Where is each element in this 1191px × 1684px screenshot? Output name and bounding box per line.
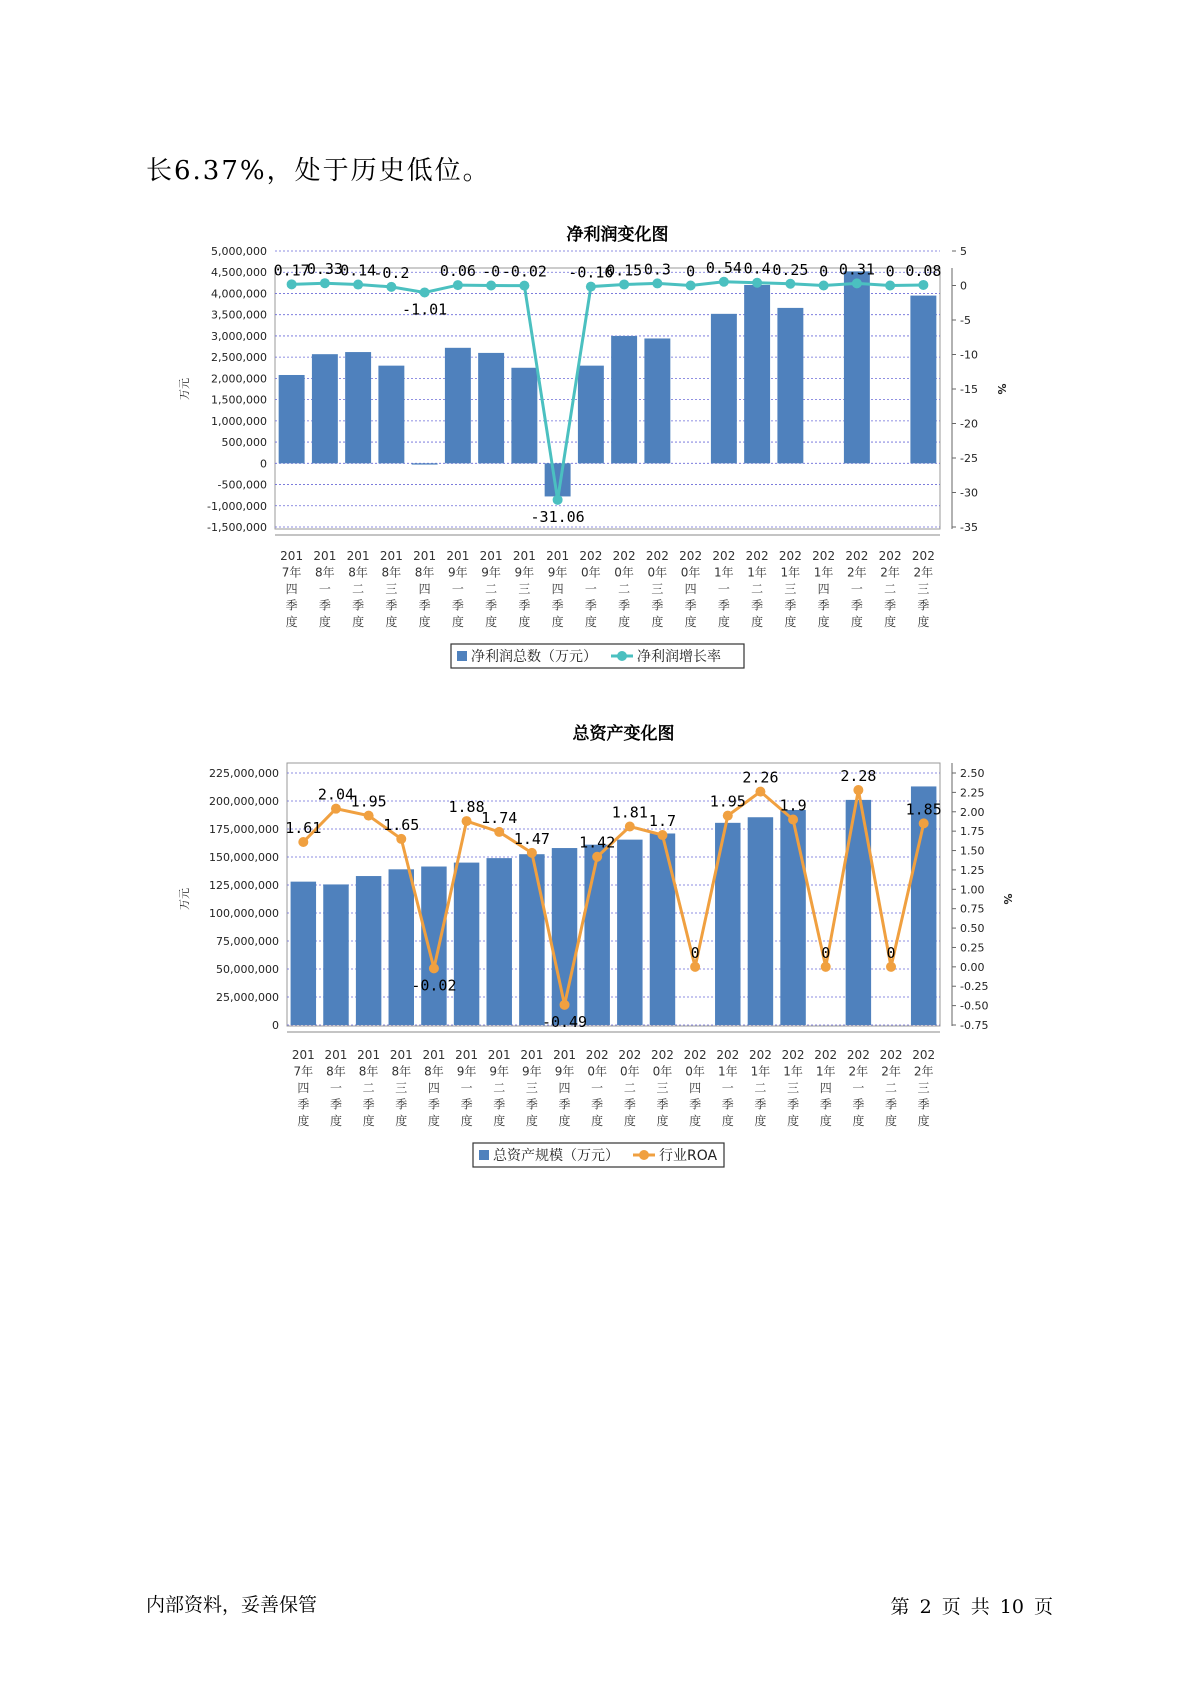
y-tick-label: 25,000,000 <box>216 991 279 1004</box>
y-tick-label: -500,000 <box>217 478 267 492</box>
x-category-label: 202 2年一季度 <box>845 549 869 629</box>
data-point <box>918 280 928 290</box>
bar <box>421 867 446 1025</box>
data-point <box>560 1000 570 1010</box>
bar <box>617 840 642 1025</box>
x-category-label: 202 1年一季度 <box>716 1048 740 1128</box>
data-point <box>788 815 798 825</box>
y-tick-label: 1,500,000 <box>211 393 267 407</box>
y-tick-label: 5,000,000 <box>211 245 267 258</box>
y2-axis-title: % <box>995 383 1008 395</box>
y-tick-label: 0 <box>260 457 267 471</box>
data-label: 0.54 <box>705 258 742 277</box>
data-label: 1.88 <box>448 798 485 817</box>
y-tick-label: 2,500,000 <box>211 351 267 365</box>
data-label: 0 <box>886 943 896 962</box>
data-label: -0.02 <box>501 262 547 281</box>
data-label: 1.81 <box>611 803 648 822</box>
data-point <box>429 963 439 973</box>
x-category-label: 201 8年三季度 <box>379 549 403 629</box>
x-category-label: 202 0年一季度 <box>579 549 603 629</box>
bar <box>389 869 414 1025</box>
data-label: 0 <box>821 943 831 962</box>
footer-page-number: 第 2 页 共 10 页 <box>890 1596 1053 1618</box>
y2-tick-label: 1.25 <box>960 863 985 877</box>
y2-tick-label: 1.75 <box>960 825 985 839</box>
data-point <box>519 281 529 291</box>
bar <box>780 810 805 1025</box>
data-point <box>686 281 696 291</box>
y2-tick-label: -20 <box>960 417 978 431</box>
bar <box>519 854 544 1025</box>
data-point <box>486 281 496 291</box>
data-point <box>821 962 831 972</box>
data-point <box>287 279 297 289</box>
bar <box>777 308 803 463</box>
data-point <box>852 278 862 288</box>
x-category-label: 202 2年二季度 <box>879 1048 903 1128</box>
x-category-label: 202 0年一季度 <box>585 1048 609 1128</box>
y2-tick-label: 1.50 <box>960 844 985 858</box>
y-tick-label: 125,000,000 <box>209 879 279 892</box>
x-category-label: 202 1年四季度 <box>812 549 836 629</box>
y-tick-label: -1,500,000 <box>207 521 267 534</box>
x-category-label: 201 8年三季度 <box>389 1048 413 1128</box>
bar <box>454 863 479 1025</box>
data-label: 2.04 <box>317 785 355 804</box>
x-category-label: 202 1年三季度 <box>778 549 802 629</box>
bar <box>445 348 471 463</box>
chart-title: 总资产变化图 <box>572 724 675 744</box>
data-label: 0.08 <box>905 261 942 280</box>
y-tick-label: 75,000,000 <box>216 935 279 948</box>
x-category-label: 201 9年三季度 <box>520 1048 544 1128</box>
data-point <box>553 495 563 505</box>
y2-tick-label: 1.00 <box>960 883 985 897</box>
y-axis-title: 万元 <box>178 378 191 400</box>
bar <box>291 882 316 1025</box>
data-label: 1.9 <box>779 796 807 815</box>
y2-tick-label: -0.75 <box>960 1019 989 1032</box>
bar <box>578 366 604 464</box>
y-tick-label: -1,000,000 <box>207 499 267 513</box>
y2-tick-label: -0.25 <box>960 980 989 994</box>
total-assets-chart <box>0 715 1191 1190</box>
data-label: 1.7 <box>648 812 677 831</box>
x-category-label: 201 8年一季度 <box>313 549 337 629</box>
net-profit-chart <box>0 215 1191 690</box>
y2-tick-label: -30 <box>960 486 978 500</box>
bar <box>844 271 870 463</box>
bar <box>279 375 305 463</box>
x-category-label: 201 8年二季度 <box>357 1048 381 1128</box>
data-point <box>723 811 733 821</box>
x-category-label: 202 0年二季度 <box>618 1048 642 1128</box>
y-tick-label: 150,000,000 <box>209 851 279 864</box>
y2-tick-label: 0 <box>960 279 967 293</box>
data-label: 2.26 <box>742 768 779 787</box>
data-label: 1.95 <box>709 792 746 811</box>
x-category-label: 201 9年三季度 <box>512 549 536 629</box>
bar <box>711 314 737 463</box>
data-label: 0 <box>690 943 700 962</box>
y-tick-label: 2,000,000 <box>211 372 267 386</box>
y-tick-label: 50,000,000 <box>216 963 279 976</box>
x-category-label: 202 0年三季度 <box>645 549 669 629</box>
data-label: 0 <box>819 262 829 281</box>
y2-tick-label: 0.50 <box>960 922 985 936</box>
data-label: 1.74 <box>481 808 518 827</box>
bar <box>478 353 504 463</box>
data-label: -0.16 <box>568 263 614 282</box>
bar <box>412 463 438 464</box>
x-category-label: 202 1年二季度 <box>745 549 769 629</box>
data-point <box>919 818 929 828</box>
y-tick-label: 175,000,000 <box>209 823 279 836</box>
total-assets-chart-svg <box>0 715 1191 1190</box>
data-point <box>353 280 363 290</box>
x-category-label: 202 2年三季度 <box>912 1048 936 1128</box>
x-category-label: 202 1年三季度 <box>781 1048 805 1128</box>
data-point <box>364 811 374 821</box>
data-label: 0.15 <box>606 261 643 280</box>
data-point <box>420 287 430 297</box>
x-category-label: 202 1年二季度 <box>748 1048 772 1128</box>
data-label: 0.33 <box>306 260 343 279</box>
bar <box>378 366 404 464</box>
y-axis-title: 万元 <box>178 888 191 910</box>
data-point <box>396 834 406 844</box>
x-category-label: 202 0年二季度 <box>612 549 636 629</box>
data-point <box>386 282 396 292</box>
net-profit-chart-svg <box>0 215 1191 690</box>
data-point <box>719 277 729 287</box>
data-label: 0.25 <box>772 260 809 279</box>
data-label: 1.61 <box>285 819 322 838</box>
bar <box>744 285 770 463</box>
y2-tick-label: 0.75 <box>960 902 985 916</box>
bar <box>312 354 338 463</box>
y-tick-label: 3,000,000 <box>211 329 267 343</box>
legend-bar-label: 总资产规模（万元） <box>493 1148 619 1164</box>
data-point <box>527 848 537 858</box>
data-label: 2.28 <box>840 767 877 786</box>
data-label: -0.02 <box>411 976 457 995</box>
data-label: 1.42 <box>579 833 616 852</box>
x-category-label: 202 0年四季度 <box>683 1048 707 1128</box>
y2-tick-label: -35 <box>960 521 978 534</box>
data-point <box>885 281 895 291</box>
data-label: -0 <box>482 262 501 281</box>
data-point <box>331 804 341 814</box>
data-label: 1.95 <box>350 792 387 811</box>
data-label: -0.2 <box>373 263 410 282</box>
data-point <box>462 816 472 826</box>
data-point <box>886 962 896 972</box>
x-category-label: 201 7年四季度 <box>280 549 304 629</box>
data-point <box>320 278 330 288</box>
legend-line-marker <box>617 651 627 661</box>
y2-tick-label: -10 <box>960 348 978 362</box>
x-category-label: 201 9年一季度 <box>446 549 470 629</box>
bar <box>644 338 670 463</box>
bar <box>584 845 609 1025</box>
data-point <box>453 280 463 290</box>
y-tick-label: 1,000,000 <box>211 414 267 428</box>
x-category-label: 202 2年一季度 <box>846 1048 870 1128</box>
bar <box>910 296 936 464</box>
data-point <box>657 830 667 840</box>
bar <box>486 858 511 1025</box>
y2-tick-label: -5 <box>960 314 971 327</box>
intro-paragraph: 长6.37%，处于历史低位。 <box>146 156 491 186</box>
y2-axis-title: % <box>1001 893 1014 905</box>
footer-confidential-note: 内部资料，妥善保管 <box>146 1594 318 1616</box>
bar <box>323 884 348 1025</box>
x-category-label: 202 0年四季度 <box>679 549 703 629</box>
data-point <box>652 278 662 288</box>
x-category-label: 202 1年一季度 <box>712 549 736 629</box>
x-category-label: 201 8年二季度 <box>346 549 370 629</box>
x-category-label: 201 8年四季度 <box>422 1048 446 1128</box>
x-category-label: 202 1年四季度 <box>814 1048 838 1128</box>
y-tick-label: 4,500,000 <box>211 266 267 280</box>
y-tick-label: 0 <box>272 1019 279 1032</box>
y-tick-label: 225,000,000 <box>209 767 279 780</box>
data-point <box>586 282 596 292</box>
x-category-label: 201 7年四季度 <box>291 1048 315 1128</box>
y2-tick-label: 5 <box>960 245 967 258</box>
data-point <box>755 787 765 797</box>
data-label: 0.31 <box>838 260 875 279</box>
data-point <box>819 281 829 291</box>
y2-tick-label: 2.00 <box>960 805 985 819</box>
legend-line-label: 净利润增长率 <box>637 649 721 665</box>
data-point <box>494 827 504 837</box>
bar <box>650 833 675 1025</box>
data-label: 0.3 <box>643 260 671 279</box>
legend-line-label: 行业ROA <box>659 1148 718 1164</box>
data-label: 0 <box>686 262 696 281</box>
y2-tick-label: -15 <box>960 383 978 396</box>
bar <box>345 352 371 463</box>
y2-tick-label: -0.50 <box>960 999 989 1013</box>
y2-tick-label: 0.00 <box>960 960 985 974</box>
x-category-label: 201 9年四季度 <box>546 549 570 629</box>
legend-line-marker <box>639 1150 649 1160</box>
data-label: 0.4 <box>743 259 771 278</box>
data-point <box>625 822 635 832</box>
x-category-label: 202 2年三季度 <box>911 549 935 629</box>
x-category-label: 201 8年一季度 <box>324 1048 348 1128</box>
y-tick-label: 3,500,000 <box>211 308 267 322</box>
data-label: 0.17 <box>273 261 310 280</box>
data-label: 0.14 <box>340 261 377 280</box>
y-tick-label: 4,000,000 <box>211 287 267 301</box>
y-tick-label: 100,000,000 <box>209 907 279 920</box>
y-tick-label: 200,000,000 <box>209 795 279 808</box>
x-category-label: 201 9年二季度 <box>487 1048 511 1128</box>
data-point <box>853 785 863 795</box>
data-point <box>619 279 629 289</box>
x-category-label: 202 2年二季度 <box>878 549 902 629</box>
y2-tick-label: 0.25 <box>960 941 985 955</box>
bar <box>511 368 537 464</box>
data-label: -0.49 <box>541 1012 588 1031</box>
legend-bar-swatch <box>479 1150 489 1160</box>
bar <box>748 817 773 1025</box>
x-category-label: 201 8年四季度 <box>413 549 437 629</box>
legend-bar-label: 净利润总数（万元） <box>471 649 597 665</box>
bar <box>611 336 637 463</box>
data-point <box>690 962 700 972</box>
x-category-label: 202 0年三季度 <box>651 1048 674 1128</box>
data-label: 0 <box>885 262 895 281</box>
data-label: -31.06 <box>530 507 585 526</box>
data-point <box>785 279 795 289</box>
data-label: -1.01 <box>402 300 448 319</box>
data-point <box>752 278 762 288</box>
legend-bar-swatch <box>457 651 467 661</box>
x-category-label: 201 9年一季度 <box>455 1048 479 1128</box>
data-label: 1.65 <box>383 815 420 834</box>
bar <box>356 876 381 1025</box>
y-tick-label: 500,000 <box>221 436 267 450</box>
data-label: 1.85 <box>905 800 942 819</box>
y2-tick-label: -25 <box>960 452 978 465</box>
x-category-label: 201 9年四季度 <box>553 1048 576 1128</box>
y2-tick-label: 2.50 <box>960 767 985 780</box>
data-point <box>592 852 602 862</box>
plot-frame <box>275 268 940 529</box>
data-label: 0.06 <box>439 262 476 281</box>
data-point <box>298 837 308 847</box>
data-label: 1.47 <box>513 829 550 848</box>
x-category-label: 201 9年二季度 <box>479 549 503 629</box>
y2-tick-label: 2.25 <box>960 786 985 800</box>
chart-title: 净利润变化图 <box>566 225 669 245</box>
